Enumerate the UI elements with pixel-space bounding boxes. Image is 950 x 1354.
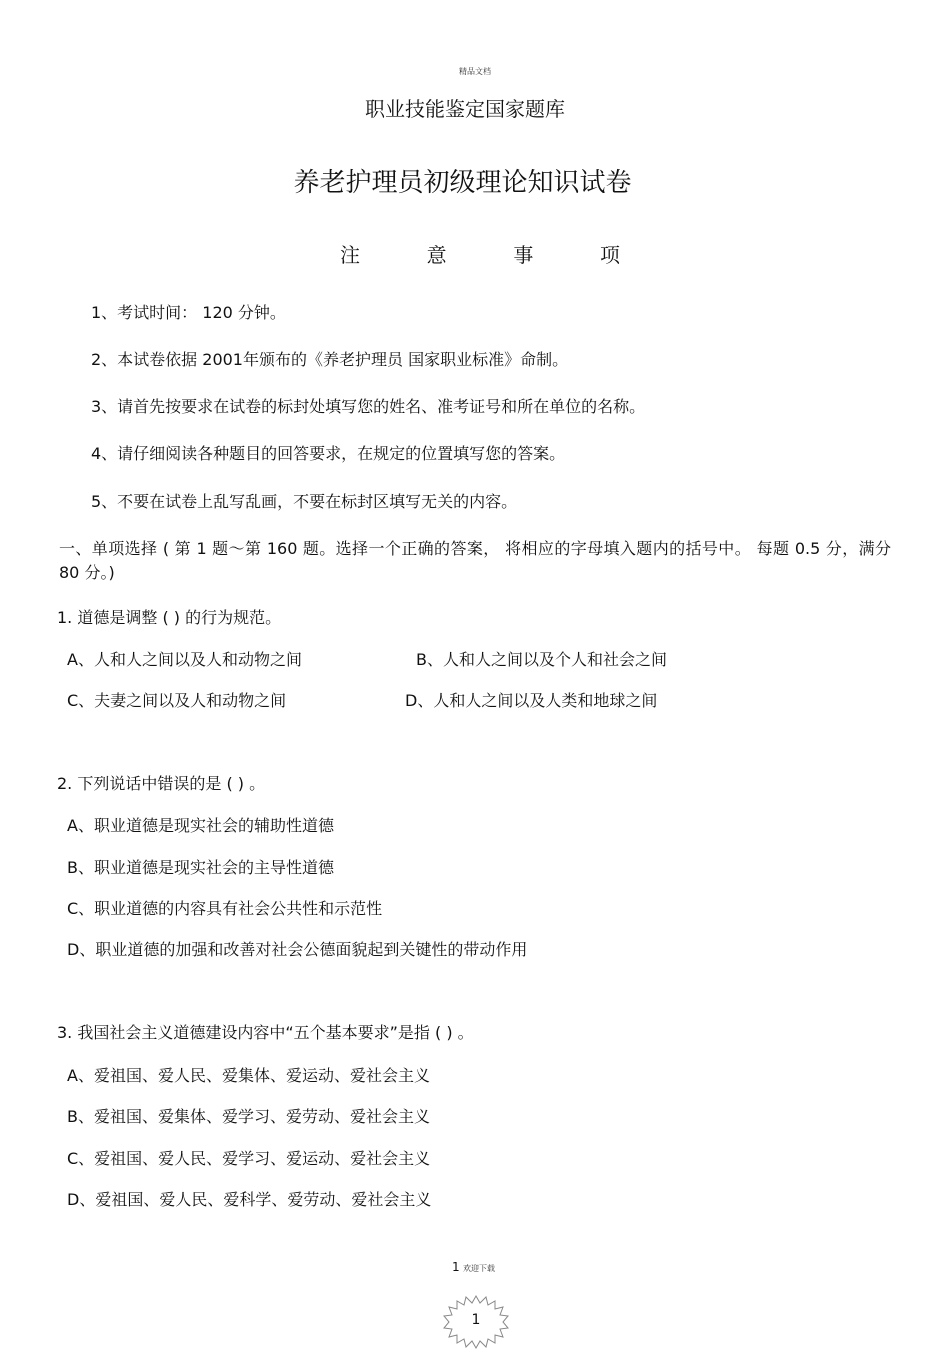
- question-option: C、爱祖国、爱人民、爱学习、爱运动、爱社会主义: [67, 1149, 431, 1168]
- question-option: D、人和人之间以及人类和地球之间: [405, 691, 658, 710]
- rule-item: 3、请首先按要求在试卷的标封处填写您的姓名、准考证号和所在单位的名称。: [91, 397, 646, 416]
- rule-item: 2、本试卷依据 2001年颁布的《养老护理员 国家职业标准》命制。: [91, 350, 569, 369]
- badge-number: 1: [471, 1312, 481, 1328]
- section-intro: 一、单项选择 ( 第 1 题～第 160 题。选择一个正确的答案， 将相应的字母填入题内的括号中。 每题 0.5 分，满分 80 分。): [59, 539, 891, 582]
- exam-title: 养老护理员初级理论知识试卷: [293, 168, 632, 198]
- question-option: D、职业道德的加强和改善对社会公德面貌起到关键性的带动作用: [67, 940, 528, 959]
- notice-heading: [340, 239, 620, 268]
- question-option: C、夫妻之间以及人和动物之间: [67, 691, 287, 710]
- footer-page-number: 1: [452, 1260, 460, 1274]
- notice-heading-char: 项: [599, 243, 620, 267]
- question-option: A、职业道德是现实社会的辅助性道德: [67, 816, 334, 835]
- header-tag: 精品文档: [459, 67, 491, 76]
- footer-note: 欢迎下载: [463, 1264, 495, 1273]
- notice-heading-char: 注: [340, 243, 360, 267]
- notice-heading-char: 意: [426, 243, 447, 267]
- question-stem: 3. 我国社会主义道德建设内容中“五个基本要求”是指 ( ) 。: [57, 1023, 474, 1042]
- rule-item: 4、请仔细阅读各种题目的回答要求，在规定的位置填写您的答案。: [91, 444, 566, 463]
- question-option: A、爱祖国、爱人民、爱集体、爱运动、爱社会主义: [67, 1066, 430, 1085]
- question-option: C、职业道德的内容具有社会公共性和示范性: [67, 899, 383, 918]
- question-option: A、人和人之间以及人和动物之间: [67, 650, 302, 669]
- notice-heading-char: 事: [513, 243, 534, 267]
- question-option: B、职业道德是现实社会的主导性道德: [67, 858, 334, 877]
- question-option: B、爱祖国、爱集体、爱学习、爱劳动、爱社会主义: [67, 1107, 430, 1126]
- rule-item: 1、考试时间： 120 分钟。: [91, 303, 286, 322]
- question-option: B、人和人之间以及个人和社会之间: [416, 650, 667, 669]
- page-badge: [436, 1294, 516, 1350]
- question-option: D、爱祖国、爱人民、爱科学、爱劳动、爱社会主义: [67, 1190, 432, 1209]
- question-stem: 1. 道德是调整 ( ) 的行为规范。: [57, 608, 282, 627]
- org-title: 职业技能鉴定国家题库: [365, 97, 565, 121]
- rule-item: 5、不要在试卷上乱写乱画，不要在标封区填写无关的内容。: [91, 492, 518, 511]
- question-stem: 2. 下列说话中错误的是 ( ) 。: [57, 774, 266, 793]
